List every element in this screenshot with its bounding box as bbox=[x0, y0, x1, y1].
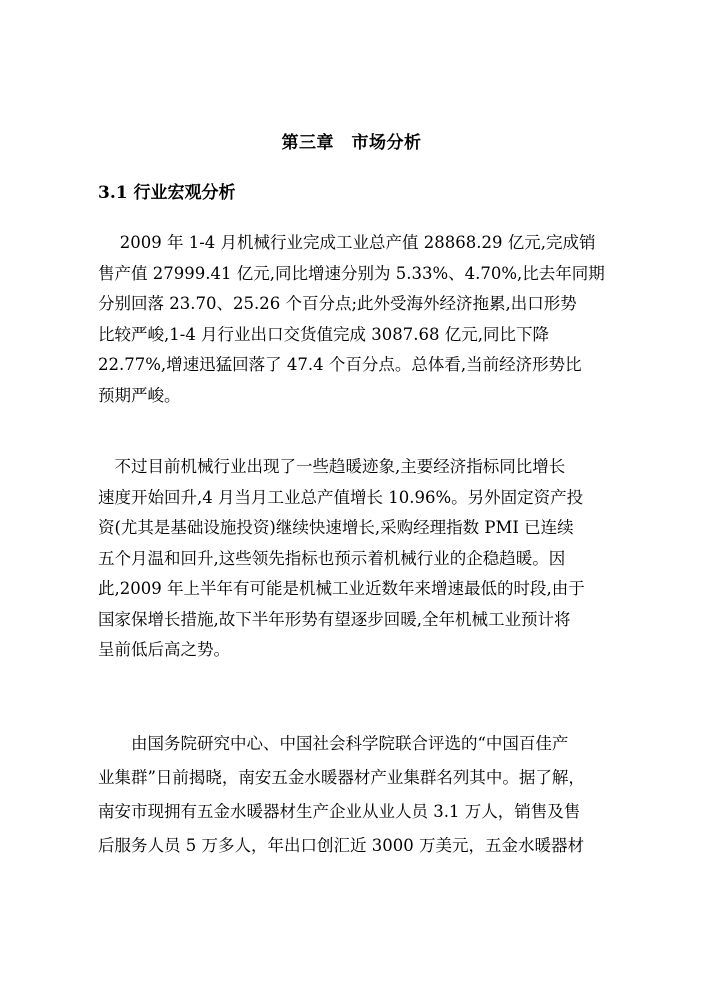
text-line: 后服务人员 5 万多人，年出口创汇近 3000 万美元，五金水暖器材 bbox=[98, 836, 584, 855]
section-title: 3.1 行业宏观分析 bbox=[98, 183, 236, 203]
chapter-title: 第三章 市场分析 bbox=[281, 133, 422, 153]
text-line: 分别回落 23.70、25.26 个百分点;此外受海外经济拖累,出口形势 bbox=[98, 294, 577, 313]
text-line: 呈前低后高之势。 bbox=[98, 640, 230, 659]
text-line: 2009 年 1-4 月机械行业完成工业总产值 28868.29 亿元,完成销 bbox=[98, 233, 596, 252]
text-line: 速度开始回升,4 月当月工业总产值增长 10.96%。另外固定资产投 bbox=[98, 487, 584, 507]
paragraph-industry-output bbox=[98, 228, 618, 411]
paragraph-industrial-cluster bbox=[98, 727, 618, 863]
text-line: 国家保增长措施,故下半年形势有望逐步回暖,全年机械工业预计将 bbox=[98, 609, 571, 629]
text-line: 比较严峻,1-4 月行业出口交货值完成 3087.68 亿元,同比下降 bbox=[98, 324, 550, 344]
text-line: 预期严峻。 bbox=[98, 385, 181, 405]
text-line: 由国务院研究中心、中国社会科学院联合评选的“中国百佳产 bbox=[98, 734, 569, 753]
text-line: 南安市现拥有五金水暖器材生产企业从业人员 3.1 万人，销售及售 bbox=[98, 802, 581, 821]
text-line: 此,2009 年上半年有可能是机械工业近数年来增速最低的时段,由于 bbox=[98, 579, 585, 598]
text-line: 不过目前机械行业出现了一些趋暖迹象,主要经济指标同比增长 bbox=[98, 457, 566, 476]
text-line: 售产值 27999.41 亿元,同比增速分别为 5.33%、4.70%,比去年同期 bbox=[98, 263, 605, 283]
text-line: 五个月温和回升,这些领先指标也预示着机械行业的企稳趋暖。因 bbox=[98, 548, 566, 568]
paragraph-recovery-signs bbox=[98, 452, 618, 666]
text-line: 业集群”日前揭晓，南安五金水暖器材产业集群名列其中。据了解， bbox=[98, 768, 585, 787]
text-line: 22.77%,增速迅猛回落了 47.4 个百分点。总体看,当前经济形势比 bbox=[98, 355, 582, 374]
text-line: 资(尤其是基础设施投资)继续快速增长,采购经理指数 PMI 已连续 bbox=[98, 518, 574, 537]
